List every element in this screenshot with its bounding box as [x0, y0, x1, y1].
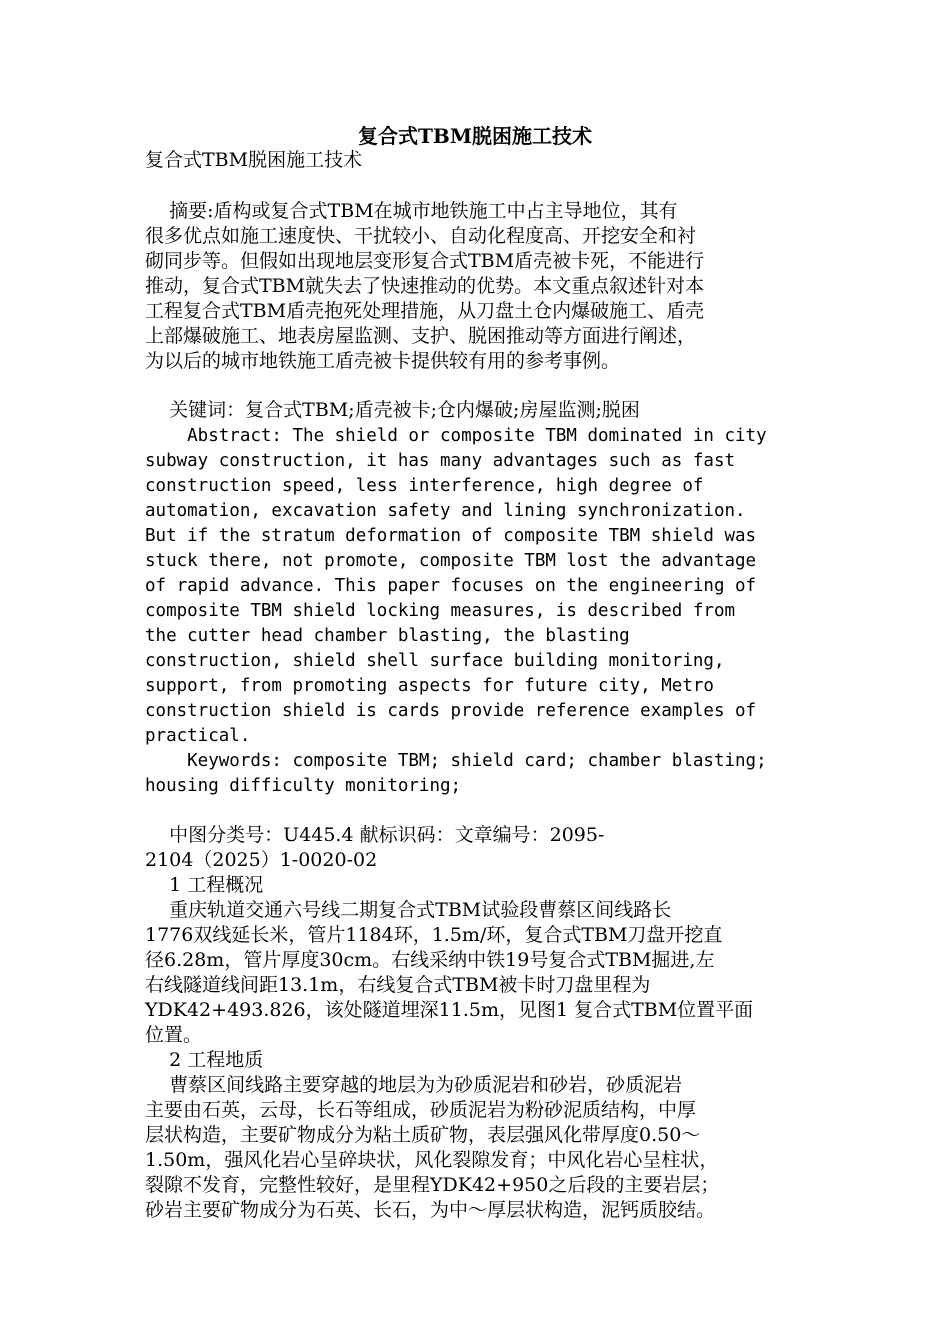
keywords-en-line: Keywords: composite TBM; shield card; chamber blasting;: [145, 751, 767, 771]
abstract-cn-line: 为以后的城市地铁施工盾壳被卡提供较有用的参考事例。: [145, 350, 621, 372]
document-title: 复合式TBM脱困施工技术: [358, 124, 592, 148]
keywords-cn: 关键词：复合式TBM;盾壳被卡;仓内爆破;房屋监测;脱困: [145, 399, 640, 421]
abstract-cn-line: 很多优点如施工速度快、干扰较小、自动化程度高、开挖安全和衬: [145, 225, 697, 247]
classification-line: 中图分类号：U445.4 献标识码：文章编号：2095-: [145, 824, 605, 846]
section-2-line: 曹蔡区间线路主要穿越的地层为为砂质泥岩和砂岩，砂质泥岩: [145, 1074, 683, 1096]
abstract-en-line: of rapid advance. This paper focuses on the engineering of: [145, 576, 757, 596]
section-1-line: 重庆轨道交通六号线二期复合式TBM试验段曹蔡区间线路长: [145, 899, 672, 921]
section-1-line: 右线隧道线间距13.1m，右线复合式TBM被卡时刀盘里程为: [145, 974, 651, 996]
abstract-cn-line: 上部爆破施工、地表房屋监测、支护、脱困推动等方面进行阐述，: [145, 325, 697, 347]
document-subtitle: 复合式TBM脱困施工技术: [145, 149, 363, 171]
section-2-heading: 2 工程地质: [145, 1049, 264, 1071]
section-1-line: YDK42+493.826，该处隧道埋深11.5m，见图1 复合式TBM位置平面: [145, 999, 754, 1021]
section-2-line: 层状构造，主要矿物成分为粘土质矿物，表层强风化带厚度0.50～: [145, 1124, 701, 1146]
abstract-en-line: composite TBM shield locking measures, is described from: [145, 601, 736, 621]
abstract-cn-line: 推动，复合式TBM就失去了快速推动的优势。本文重点叙述针对本: [145, 275, 705, 297]
section-2-line: 砂岩主要矿物成分为石英、长石，为中～厚层状构造，泥钙质胶结。: [145, 1199, 716, 1221]
section-2-line: 裂隙不发育，完整性较好，是里程YDK42+950之后段的主要岩层；: [145, 1174, 720, 1196]
abstract-en-line: support, from promoting aspects for future city, Metro: [145, 676, 714, 696]
abstract-en-line: subway construction, it has many advantages such as fast: [145, 451, 736, 471]
section-1-heading: 1 工程概况: [145, 874, 264, 896]
section-1-line: 径6.28m，管片厚度30cm。右线采纳中铁19号复合式TBM掘进,左: [145, 949, 715, 971]
section-1-line: 1776双线延长米，管片1184环，1.5m/环，复合式TBM刀盘开挖直: [145, 924, 723, 946]
keywords-en-line: housing difficulty monitoring;: [145, 776, 462, 796]
section-2-line: 1.50m，强风化岩心呈碎块状，风化裂隙发育；中风化岩心呈柱状，: [145, 1149, 719, 1171]
abstract-en-line: the cutter head chamber blasting, the blasting: [145, 626, 630, 646]
section-2-line: 主要由石英，云母，长石等组成，砂质泥岩为粉砂泥质结构，中厚: [145, 1099, 697, 1121]
classification-line: 2104（2025）1-0020-02: [145, 849, 378, 871]
abstract-cn-line: 砌同步等。但假如出现地层变形复合式TBM盾壳被卡死，不能进行: [145, 250, 705, 272]
abstract-en-line: construction speed, less interference, high degree of: [145, 476, 704, 496]
abstract-en-line: But if the stratum deformation of composite TBM shield was: [145, 526, 757, 546]
abstract-cn-line: 摘要:盾构或复合式TBM在城市地铁施工中占主导地位，其有: [145, 200, 678, 222]
abstract-en-line: construction, shield shell surface building monitoring,: [145, 651, 725, 671]
abstract-en-line: automation, excavation safety and lining synchronization.: [145, 501, 746, 521]
abstract-cn-line: 工程复合式TBM盾壳抱死处理措施，从刀盘土仓内爆破施工、盾壳: [145, 300, 705, 322]
abstract-en-line: practical.: [145, 726, 251, 746]
abstract-en-line: construction shield is cards provide reference examples of: [145, 701, 757, 721]
abstract-en-line: Abstract: The shield or composite TBM dominated in city: [145, 426, 767, 446]
abstract-en-line: stuck there, not promote, composite TBM lost the advantage: [145, 551, 757, 571]
section-1-line: 位置。: [145, 1024, 203, 1046]
